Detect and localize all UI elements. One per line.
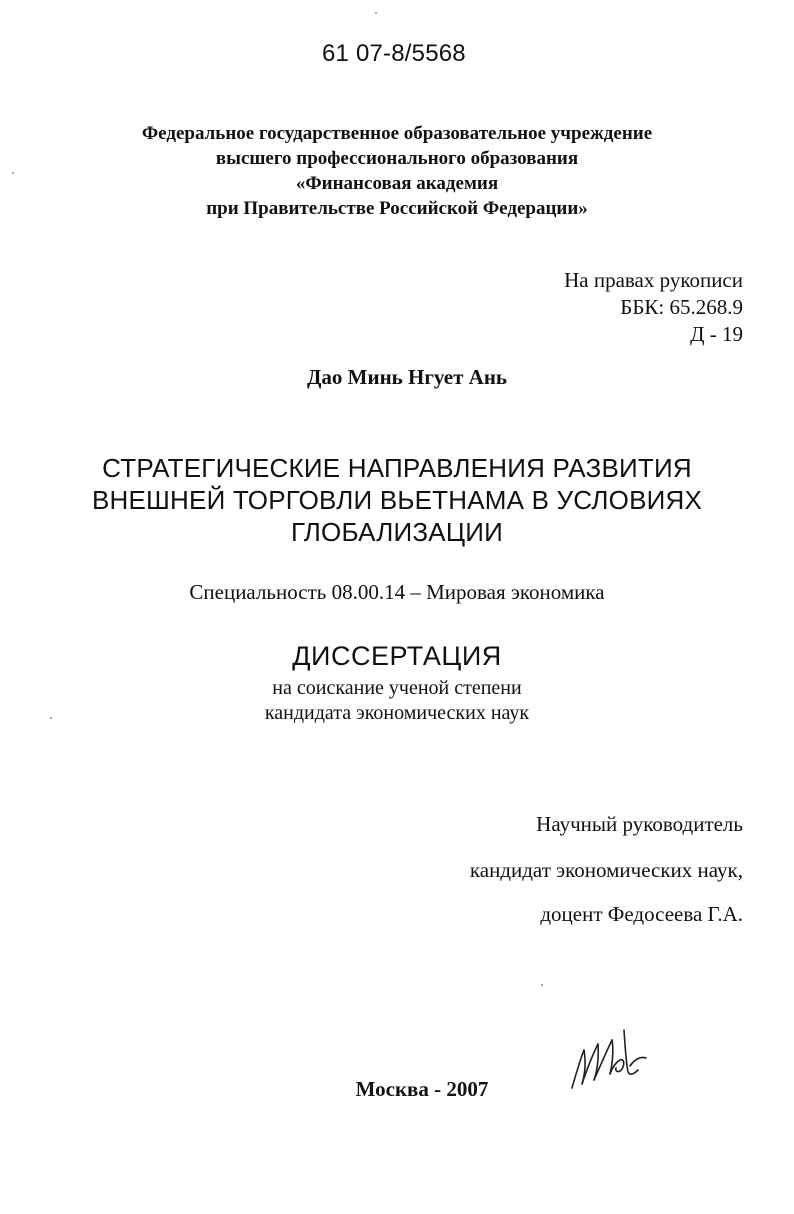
title-line: ВНЕШНЕЙ ТОРГОВЛИ ВЬЕТНАМА В УСЛОВИЯХ [91, 485, 703, 515]
degree-line: кандидата экономических наук [264, 702, 530, 724]
manuscript-rights: На правах рукописи [564, 268, 743, 292]
scan-speck [12, 172, 14, 174]
institution-line: высшего профессионального образования [215, 148, 579, 169]
supervisor-label: Научный руководитель [536, 812, 743, 836]
institution-line: Федеральное государственное образовательное учреждение [141, 123, 653, 144]
supervisor-degree: кандидат экономических наук, [469, 858, 743, 882]
archive-stamp-number: 61 07-8/5568 [322, 40, 466, 67]
institution-line: при Правительстве Российской Федерации» [206, 198, 588, 219]
scan-speck [50, 717, 52, 719]
author-name: Дао Минь Нгует Ань [306, 365, 508, 389]
city-year: Москва - 2007 [355, 1077, 489, 1101]
degree-block [0, 676, 794, 726]
title-line: ГЛОБАЛИЗАЦИИ [290, 517, 504, 547]
index-code: Д - 19 [690, 322, 743, 346]
title-line: СТРАТЕГИЧЕСКИЕ НАПРАВЛЕНИЯ РАЗВИТИЯ [102, 453, 692, 483]
manuscript-rights-block [564, 267, 743, 348]
institution-block [0, 121, 794, 221]
scan-speck [375, 12, 377, 14]
bbk-code: ББК: 65.268.9 [620, 295, 743, 319]
specialty: Специальность 08.00.14 – Мировая экономика [189, 580, 605, 604]
supervisor-name: доцент Федосеева Г.А. [540, 902, 743, 926]
dissertation-heading: ДИССЕРТАЦИЯ [292, 641, 502, 671]
degree-line: на соискание ученой степени [272, 677, 522, 699]
dissertation-title [0, 452, 794, 548]
scan-speck [541, 984, 543, 986]
institution-line: «Финансовая академия [295, 173, 499, 194]
